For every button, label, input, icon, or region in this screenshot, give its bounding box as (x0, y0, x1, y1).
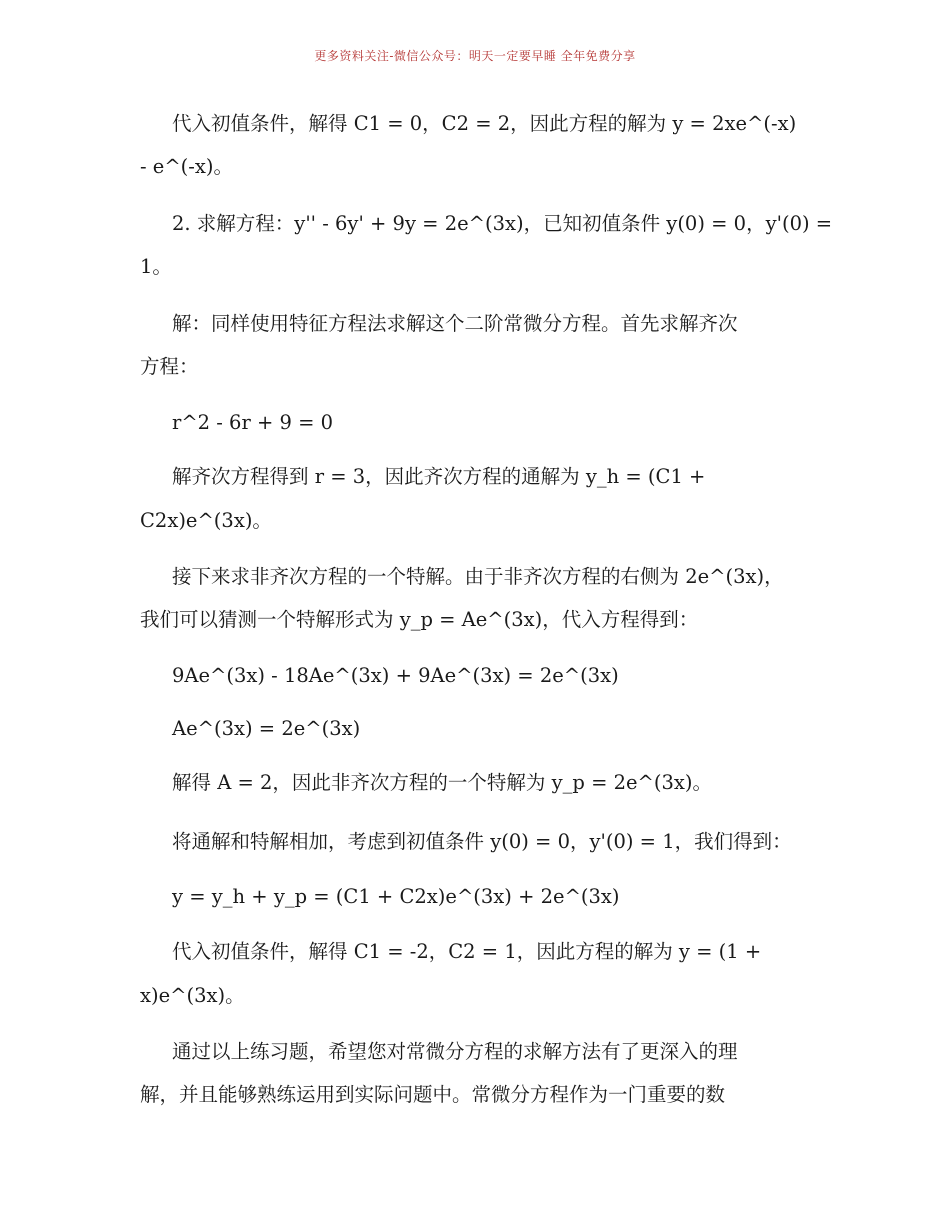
equation-line-13: Ae^(3x) = 2e^(3x) (172, 717, 361, 740)
text-line-10: 接下来求非齐次方程的一个特解。由于非齐次方程的右侧为 2e^(3x)， (172, 565, 784, 588)
text-line-18: x)e^(3x)。 (140, 984, 245, 1007)
text-line-1: 代入初值条件，解得 C1 = 0，C2 = 2，因此方程的解为 y = 2xe^(-x) (172, 112, 797, 135)
equation-line-12: 9Ae^(3x) - 18Ae^(3x) + 9Ae^(3x) = 2e^(3x) (172, 664, 619, 687)
text-line-17: 代入初值条件，解得 C1 = -2，C2 = 1，因此方程的解为 y = (1 + (172, 940, 762, 963)
text-line-9: C2x)e^(3x)。 (140, 509, 272, 532)
text-line-14: 解得 A = 2，因此非齐次方程的一个特解为 y_p = 2e^(3x)。 (172, 771, 713, 794)
text-line-11: 我们可以猜测一个特解形式为 y_p = Ae^(3x)，代入方程得到： (140, 608, 699, 631)
text-line-15: 将通解和特解相加，考虑到初值条件 y(0) = 0，y'(0) = 1，我们得到： (172, 830, 792, 853)
text-line-3: 2. 求解方程：y'' - 6y' + 9y = 2e^(3x)，已知初值条件 y(0) = 0，y'(0) = (172, 212, 833, 235)
text-line-5: 解：同样使用特征方程法求解这个二阶常微分方程。首先求解齐次 (172, 312, 738, 335)
page-header-watermark: 更多资料关注-微信公众号：明天一定要早睡 全年免费分享 (314, 49, 636, 63)
text-line-2: - e^(-x)。 (140, 155, 233, 178)
equation-line-16: y = y_h + y_p = (C1 + C2x)e^(3x) + 2e^(3x) (172, 885, 620, 908)
text-line-19: 通过以上练习题，希望您对常微分方程的求解方法有了更深入的理 (172, 1040, 738, 1063)
text-line-4: 1。 (140, 255, 172, 278)
equation-line-7: r^2 - 6r + 9 = 0 (172, 411, 334, 434)
text-line-6: 方程： (140, 355, 199, 378)
text-line-20: 解，并且能够熟练运用到实际问题中。常微分方程作为一门重要的数 (140, 1083, 726, 1106)
text-line-8: 解齐次方程得到 r = 3，因此齐次方程的通解为 y_h = (C1 + (172, 465, 706, 488)
